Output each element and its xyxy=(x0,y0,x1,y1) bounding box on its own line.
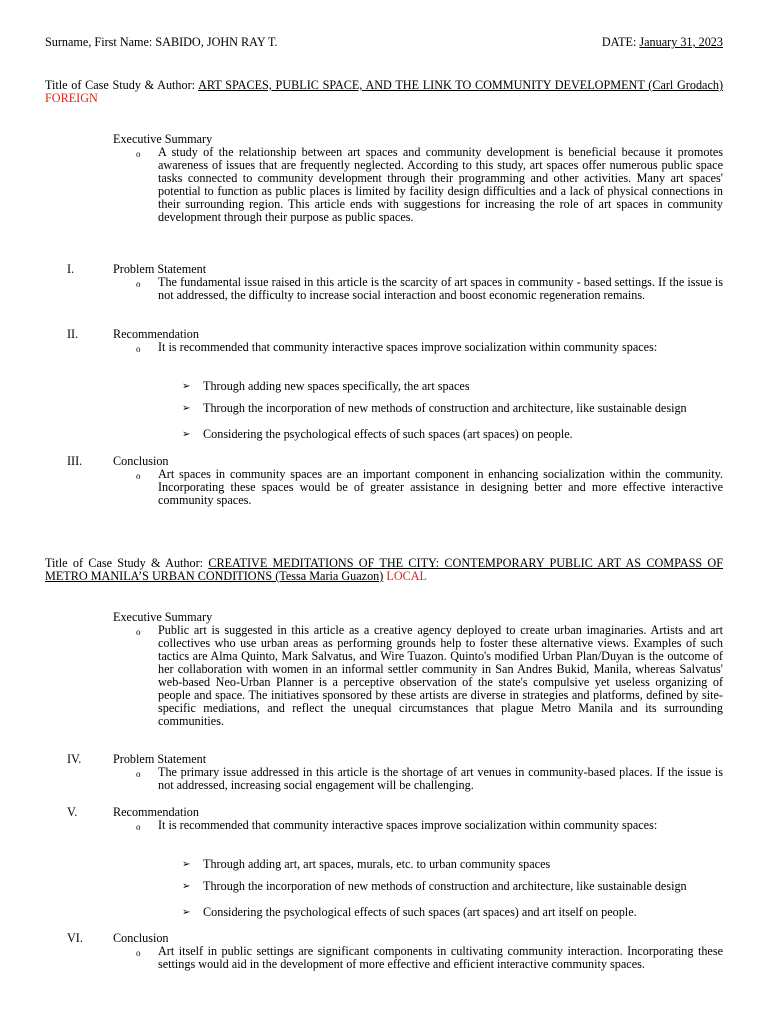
case1-title xyxy=(45,79,723,105)
case2-recommendation-text: It is recommended that community interactive spaces improve socialization within community spaces: xyxy=(158,818,658,832)
case2-title-text: CREATIVE MEDITATIONS OF THE CITY: CONTEMPORARY PUBLIC ART AS COMPASS OF METRO MANILA’S URBAN CONDITIONS (Tessa Maria Guazon) xyxy=(45,556,724,583)
case1-title-label: Title of Case Study & Author: xyxy=(45,78,196,92)
case2-conclusion-text: Art itself in public settings are significant components in cultivating community interaction. Incorporating these settings would aid in the development of more effective and efficient interactive community spaces. xyxy=(158,944,723,971)
case2-rec-item-1: Through adding art, art spaces, murals, etc. to urban community spaces xyxy=(203,857,551,871)
case1-rec-item-2: Through the incorporation of new methods of construction and architecture, like sustainable design xyxy=(203,401,687,415)
arrow-bullet-icon: ➢ xyxy=(182,859,191,870)
case2-problem-heading: Problem Statement xyxy=(113,752,207,766)
case2-num-4: IV. xyxy=(67,752,82,766)
bullet-circle: o xyxy=(136,769,141,779)
bullet-circle: o xyxy=(136,627,141,637)
arrow-bullet-icon: ➢ xyxy=(182,381,191,392)
case2-tag: LOCAL xyxy=(386,569,427,583)
case1-exec-heading: Executive Summary xyxy=(113,132,213,146)
case1-rec-item-1: Through adding new spaces specifically, the art spaces xyxy=(203,379,470,393)
case2-exec-heading: Executive Summary xyxy=(113,610,213,624)
case1-recommendation-heading: Recommendation xyxy=(113,327,199,341)
case2-rec-item-3: Considering the psychological effects of such spaces (art spaces) and art itself on people. xyxy=(203,905,637,919)
case2-title xyxy=(45,557,723,583)
bullet-circle: o xyxy=(136,471,141,481)
case1-num-2: II. xyxy=(67,327,79,341)
name-value: SABIDO, JOHN RAY T. xyxy=(155,35,278,49)
case1-title-text: ART SPACES, PUBLIC SPACE, AND THE LINK TO COMMUNITY DEVELOPMENT (Carl Grodach) xyxy=(198,78,724,92)
case2-recommendation-heading: Recommendation xyxy=(113,805,199,819)
bullet-circle: o xyxy=(136,948,141,958)
case1-rec-item-3: Considering the psychological effects of such spaces (art spaces) on people. xyxy=(203,427,573,441)
case2-conclusion-heading: Conclusion xyxy=(113,931,169,945)
case2-problem-text: The primary issue addressed in this article is the shortage of art venues in community-based places. If the issue is not addressed, increasing social engagement will be challenging. xyxy=(158,765,723,792)
case1-num-1: I. xyxy=(67,262,75,276)
case1-num-3: III. xyxy=(67,454,83,468)
bullet-circle: o xyxy=(136,279,141,289)
name-line xyxy=(45,36,278,49)
case1-exec-text: A study of the relationship between art spaces and community development is beneficial because it promotes awareness of issues that are frequently neglected. According to this study, art spaces offer numerous public space tasks connected to community development through their programming and other activities. Many art spaces' potential to function as public places is limited by facility design difficulties and a lack of physical connections in their surrounding region. This article ends with suggestions for increasing the role of art spaces in community development through their purpose as public spaces. xyxy=(158,145,723,224)
arrow-bullet-icon: ➢ xyxy=(182,881,191,892)
case2-exec-text: Public art is suggested in this article as a creative agency deployed to create urban imaginaries. Artists and art collectives who use urban areas as performing grounds help to foster these alternative views. Examples of such tactics are Alma Quinto, Mark Salvatus, and Wire Tuazon. Quinto's modified Urban Plan/Duyan is the outcome of her collaboration with women in an informal settler community in San Andres Bukid, Manila, whereas Salvatus' web-based Neo-Urban Planner is a perceptive observation of the state's compulsive yet useless organizing of people and space. The initiatives sponsored by these artists are diverse in strategies and platforms, defined by site-specific mediations, and reflect the unequal circumstances that plague Metro Manila and its surrounding communities. xyxy=(158,623,723,728)
name-label: Surname, First Name: xyxy=(45,35,153,49)
arrow-bullet-icon: ➢ xyxy=(182,403,191,414)
date-label: DATE: xyxy=(601,35,637,49)
case1-problem-heading: Problem Statement xyxy=(113,262,207,276)
case1-conclusion-heading: Conclusion xyxy=(113,454,169,468)
case2-title-label: Title of Case Study & Author: xyxy=(45,556,204,570)
bullet-circle: o xyxy=(136,149,141,159)
case1-problem-text: The fundamental issue raised in this article is the scarcity of art spaces in community - based settings. If the issue is not addressed, the difficulty to increase social interaction and boost economic regeneration remains. xyxy=(158,275,723,302)
case1-recommendation-text: It is recommended that community interactive spaces improve socialization within community spaces: xyxy=(158,340,658,354)
case1-tag: FOREIGN xyxy=(45,91,98,105)
arrow-bullet-icon: ➢ xyxy=(182,429,191,440)
case2-num-6: VI. xyxy=(67,931,83,945)
bullet-circle: o xyxy=(136,822,141,832)
date-value: January 31, 2023 xyxy=(639,35,723,49)
bullet-circle: o xyxy=(136,344,141,354)
case2-num-5: V. xyxy=(67,805,78,819)
date-line xyxy=(602,36,723,49)
case2-rec-item-2: Through the incorporation of new methods of construction and architecture, like sustainable design xyxy=(203,879,687,893)
case1-conclusion-text: Art spaces in community spaces are an important component in enhancing socialization within the community. Incorporating these spaces would be of greater assistance in designing better and more effective interactive community spaces. xyxy=(158,467,723,507)
arrow-bullet-icon: ➢ xyxy=(182,907,191,918)
